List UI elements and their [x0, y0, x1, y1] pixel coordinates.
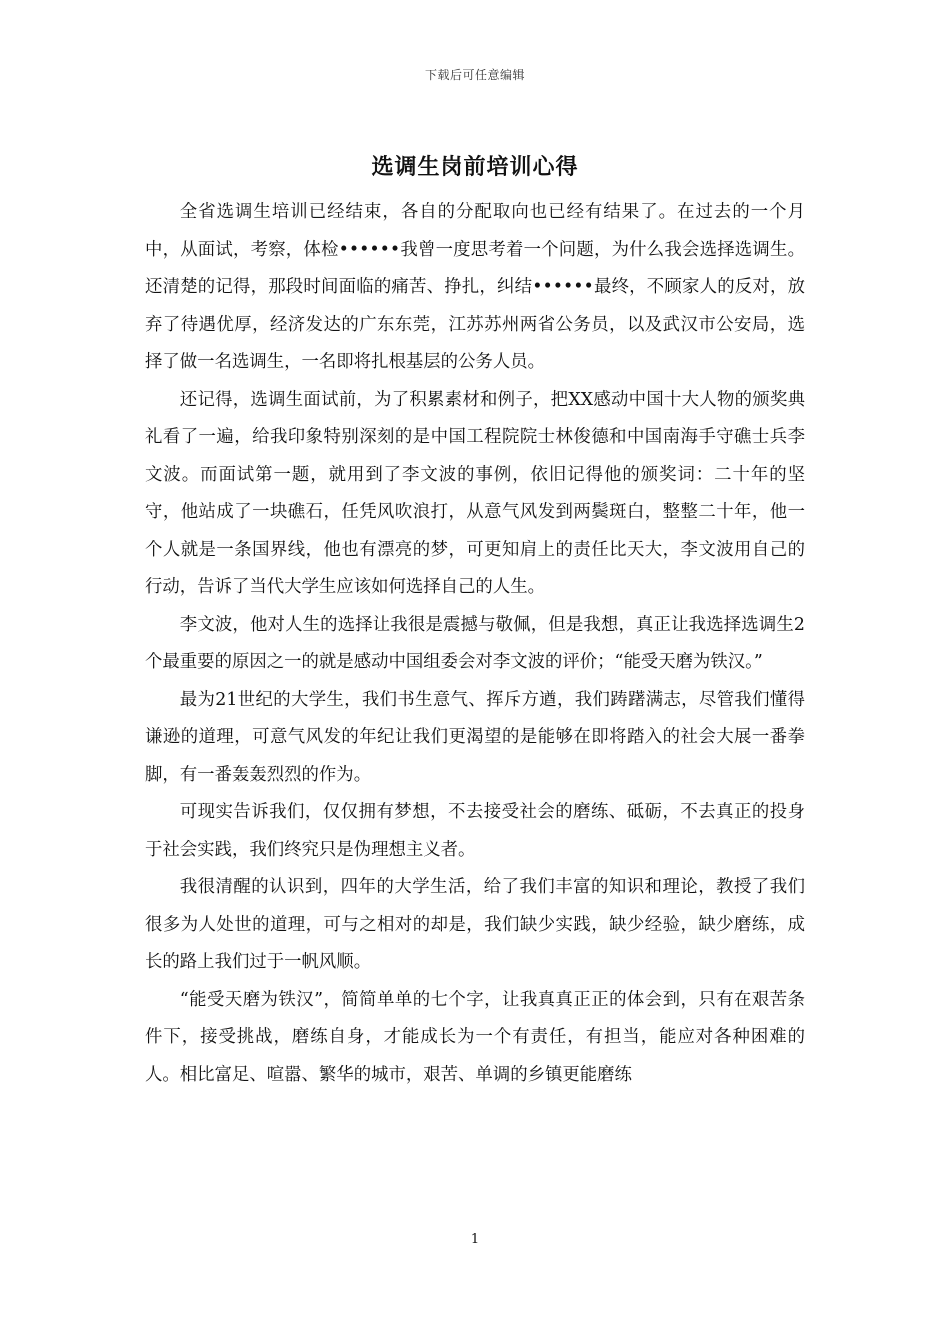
paragraph-5: 可现实告诉我们，仅仅拥有梦想，不去接受社会的磨练、砥砺，不去真正的投身于社会实践，我们终究只是伪理想主义者。: [145, 802, 805, 860]
document-title: 选调生岗前培训心得: [371, 154, 579, 180]
page-header-note: 下载后可任意编辑: [424, 68, 525, 82]
paragraph-1: 全省选调生培训已经结束，各自的分配取向也已经有结果了。在过去的一个月中，从面试，考察，体检••••••我曾一度思考着一个问题，为什么我会选择选调生。还清楚的记得，那段时间面临的痛苦、挣扎，纠结••••••最终，不顾家人的反对，放弃了待遇优厚，经济发达的广东东莞，江苏苏州两省公务员，以及武汉市公安局，选择了做一名选调生，一名即将扎根基层的公务人员。: [145, 202, 805, 372]
paragraph-3: 李文波，他对人生的选择让我很是震撼与敬佩，但是我想，真正让我选择选调生2个最重要的原因之一的就是感动中国组委会对李文波的评价；“能受天磨为铁汉。”: [145, 614, 805, 672]
paragraph-6: 我很清醒的认识到，四年的大学生活，给了我们丰富的知识和理论，教授了我们很多为人处世的道理，可与之相对的却是，我们缺少实践，缺少经验，缺少磨练，成长的路上我们过于一帆风顺。: [145, 877, 805, 972]
page-number: 1: [470, 1232, 480, 1247]
paragraph-7: “能受天磨为铁汉”，简简单单的七个字，让我真真正正的体会到，只有在艰苦条件下，接受挑战，磨练自身，才能成长为一个有责任，有担当，能应对各种困难的人。相比富足、喧嚣、繁华的城市，艰苦、单调的乡镇更能磨练: [145, 989, 805, 1085]
paragraph-4: 最为21世纪的大学生，我们书生意气、挥斥方遒，我们踌躇满志，尽管我们懂得谦逊的道理，可意气风发的年纪让我们更渴望的是能够在即将踏入的社会大展一番拳脚，有一番轰轰烈烈的作为。: [145, 689, 805, 785]
document-body: [145, 194, 805, 1204]
paragraph-2: 还记得，选调生面试前，为了积累素材和例子，把XX感动中国十大人物的颁奖典礼看了一遍，给我印象特别深刻的是中国工程院院士林俊德和中国南海手守礁士兵李文波。而面试第一题，就用到了李文波的事例，依旧记得他的颁奖词：二十年的坚守，他站成了一块礁石，任凭风吹浪打，从意气风发到两鬓斑白，整整二十年，他一个人就是一条国界线，他也有漂亮的梦，可更知肩上的责任比天大，李文波用自己的行动，告诉了当代大学生应该如何选择自己的人生。: [145, 389, 805, 597]
